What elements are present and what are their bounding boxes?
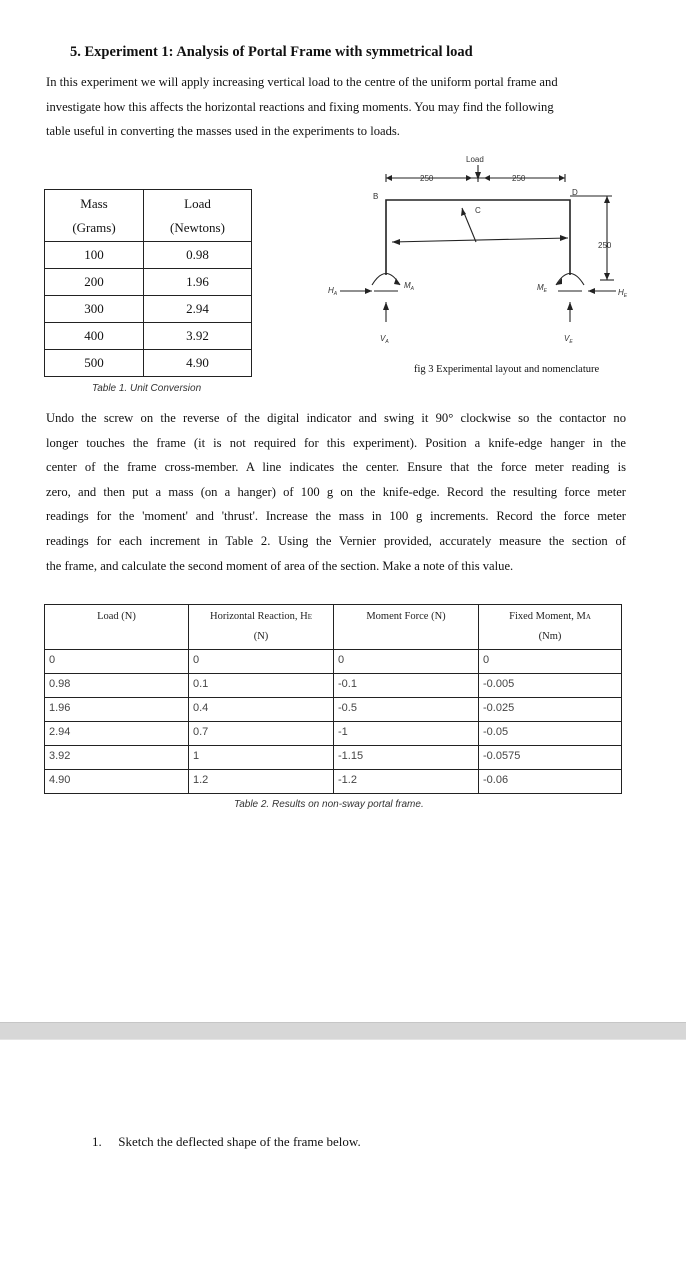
- horizontal-header-sub: E: [307, 613, 312, 621]
- table1-caption: Table 1. Unit Conversion: [92, 383, 202, 394]
- intro-line: In this experiment we will apply increasing vertical load to the centre of the uniform portal frame and: [46, 75, 558, 89]
- h-cell: 1.2: [189, 770, 334, 794]
- h-cell: 0.1: [189, 674, 334, 698]
- procedure-line: the frame, and calculate the second moment of area of the section. Make a note of this value.: [46, 558, 514, 573]
- node-d-label: D: [572, 188, 578, 197]
- mf-cell: -0.5: [334, 698, 479, 722]
- load-col-header: Load (N): [45, 605, 189, 650]
- table-row: [45, 674, 622, 698]
- portal-frame-diagram: [300, 150, 640, 350]
- va-label: $V_A$: [380, 334, 389, 345]
- horizontal-header-text: Horizontal Reaction, H: [210, 611, 308, 622]
- inner-line: [392, 238, 568, 242]
- mf-cell: -1.15: [334, 746, 479, 770]
- mass-cell: 100: [45, 242, 144, 269]
- intro-line: investigate how this affects the horizontal reactions and fixing moments. You may find the following: [46, 99, 554, 114]
- horizontal-header-unit: (N): [253, 631, 269, 642]
- h-cell: 0.4: [189, 698, 334, 722]
- mf-cell: -1: [334, 722, 479, 746]
- table-row: [45, 296, 252, 323]
- mass-cell: 500: [45, 350, 144, 377]
- table-row: [45, 242, 252, 269]
- intro-paragraph: [46, 70, 636, 144]
- table-row: [45, 722, 622, 746]
- procedure-line: longer touches the frame (it is not required for this experiment). Position a knife-edge hanger in the: [46, 435, 626, 450]
- ma-label: $M_A$: [404, 281, 415, 292]
- load-header-label: Load: [184, 196, 211, 211]
- fixed-moment-header-sub: A: [585, 613, 591, 621]
- procedure-line: readings for each increment in Table 2. Using the Vernier provided, accurately measure the section of: [46, 533, 626, 548]
- fm-cell: -0.06: [479, 770, 622, 794]
- mass-cell: 200: [45, 269, 144, 296]
- load-cell: 1.96: [45, 698, 189, 722]
- mass-header-unit: (Grams): [72, 220, 116, 235]
- load-cell: 4.90: [144, 350, 252, 377]
- load-cell: 0.98: [45, 674, 189, 698]
- page-break-divider: [0, 1022, 686, 1040]
- table-row: [45, 350, 252, 377]
- node-c-label: C: [475, 206, 481, 215]
- dim-left-label: 250: [420, 174, 434, 183]
- procedure-line: center of the frame cross-member. A line indicates the center. Ensure that the force meter reading is: [46, 460, 626, 475]
- question-item: [92, 1134, 361, 1150]
- section-heading: 5. Experiment 1: Analysis of Portal Frame with symmetrical load: [70, 44, 473, 60]
- fm-cell: -0.0575: [479, 746, 622, 770]
- results-table: [44, 604, 622, 794]
- question-text: Sketch the deflected shape of the frame below.: [118, 1134, 361, 1149]
- table-row: [45, 269, 252, 296]
- table-header-row: [45, 605, 622, 650]
- intro-line: table useful in converting the masses used in the experiments to loads.: [46, 124, 400, 139]
- h-cell: 1: [189, 746, 334, 770]
- load-header: [144, 190, 252, 242]
- ha-label: $H_A$: [328, 286, 338, 297]
- fm-cell: -0.05: [479, 722, 622, 746]
- horizontal-col-header: [189, 605, 334, 650]
- fixed-moment-col-header: [479, 605, 622, 650]
- fixed-moment-header-unit: (Nm): [538, 631, 562, 642]
- figure-caption: fig 3 Experimental layout and nomenclature: [414, 364, 600, 375]
- procedure-line: Undo the screw on the reverse of the digital indicator and swing it 90° clockwise so the contactor no: [46, 411, 626, 425]
- table-header-row: [45, 190, 252, 242]
- moment-force-col-header: Moment Force (N): [334, 605, 479, 650]
- table-row: [45, 770, 622, 794]
- load-cell: 0.98: [144, 242, 252, 269]
- load-cell: 3.92: [144, 323, 252, 350]
- table-row: [45, 323, 252, 350]
- load-cell: 4.90: [45, 770, 189, 794]
- load-cell: 2.94: [45, 722, 189, 746]
- mass-header-label: Mass: [80, 196, 108, 211]
- mf-cell: -1.2: [334, 770, 479, 794]
- unit-conversion-table: [44, 189, 252, 377]
- procedure-paragraph: [46, 406, 626, 578]
- ve-label: $V_E$: [564, 334, 573, 345]
- fm-cell: -0.005: [479, 674, 622, 698]
- procedure-line: zero, and then put a mass (on a hanger) of 100 g on the knife-edge. Record the resulting force meter: [46, 484, 626, 499]
- dim-right-label: 250: [512, 174, 526, 183]
- h-cell: 0: [189, 650, 334, 674]
- procedure-line: readings for the 'moment' and 'thrust'. Increase the mass in 100 g increments. Record the force meter: [46, 509, 626, 524]
- mf-cell: 0: [334, 650, 479, 674]
- question-number: 1.: [92, 1134, 102, 1149]
- table-row: [45, 650, 622, 674]
- mf-cell: -0.1: [334, 674, 479, 698]
- table-row: [45, 698, 622, 722]
- dim-height-label: 250: [598, 241, 612, 250]
- load-cell: 2.94: [144, 296, 252, 323]
- load-cell: 3.92: [45, 746, 189, 770]
- me-label: $M_E$: [537, 283, 548, 294]
- fm-cell: 0: [479, 650, 622, 674]
- load-label: Load: [466, 155, 484, 164]
- load-cell: 0: [45, 650, 189, 674]
- fm-cell: -0.025: [479, 698, 622, 722]
- table-row: [45, 746, 622, 770]
- fixed-moment-header-text: Fixed Moment, M: [509, 611, 586, 622]
- node-b-label: B: [373, 192, 379, 201]
- mass-header: [45, 190, 144, 242]
- load-cell: 1.96: [144, 269, 252, 296]
- mass-cell: 400: [45, 323, 144, 350]
- mass-cell: 300: [45, 296, 144, 323]
- h-cell: 0.7: [189, 722, 334, 746]
- load-header-unit: (Newtons): [170, 220, 225, 235]
- table2-caption: Table 2. Results on non-sway portal frame.: [234, 799, 424, 810]
- he-label: $H_E$: [618, 288, 628, 299]
